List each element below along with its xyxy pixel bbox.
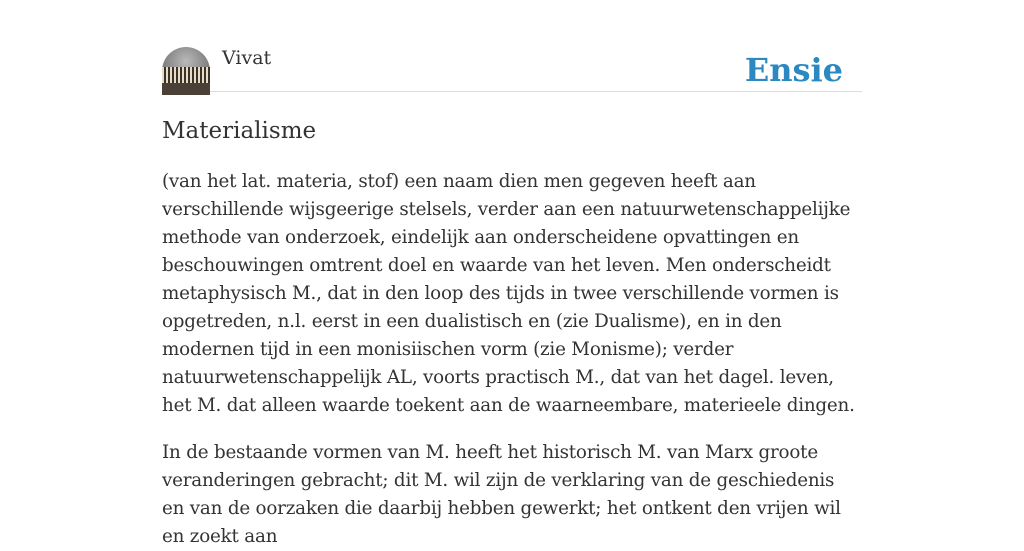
article-header [162, 0, 862, 92]
shelf-image [162, 83, 210, 95]
brand-logo[interactable]: Ensie [744, 51, 843, 89]
article-title: Materialisme [162, 118, 317, 144]
author-name[interactable]: Vivat [222, 47, 272, 69]
author-avatar[interactable] [162, 47, 210, 95]
article-paragraph: In de bestaande vormen van M. heeft het historisch M. van Marx groote veranderingen gebracht; dit M. wil zijn de verklaring van de geschiedenis en van de oorzaken die daarbij hebben gewerkt; het ontkent den vrijen wil en zoekt aan [162, 442, 841, 547]
article-paragraph: (van het lat. materia, stof) een naam dien men gegeven heeft aan verschillende wijsgeerige stelsels, verder aan een natuurwetenschappelijke methode van onderzoek, eindelijk aan onderscheidene opvattingen en beschouwingen omtrent doel en waarde van het leven. Men onderscheidt metaphysisch M., dat in den loop des tijds in twee verschillende vormen is opgetreden, n.l. eerst in een dualistisch en (zie Dualisme), en in den modernen tijd in een monisiischen vorm (zie Monisme); verder natuurwetenschappelijk AL, voorts practisch M., dat van het dagel. leven, het M. dat alleen waarde toekent aan de waarneembare, materieele dingen. [162, 171, 855, 416]
bookshelf-image [162, 67, 210, 83]
article-card [162, 0, 862, 547]
